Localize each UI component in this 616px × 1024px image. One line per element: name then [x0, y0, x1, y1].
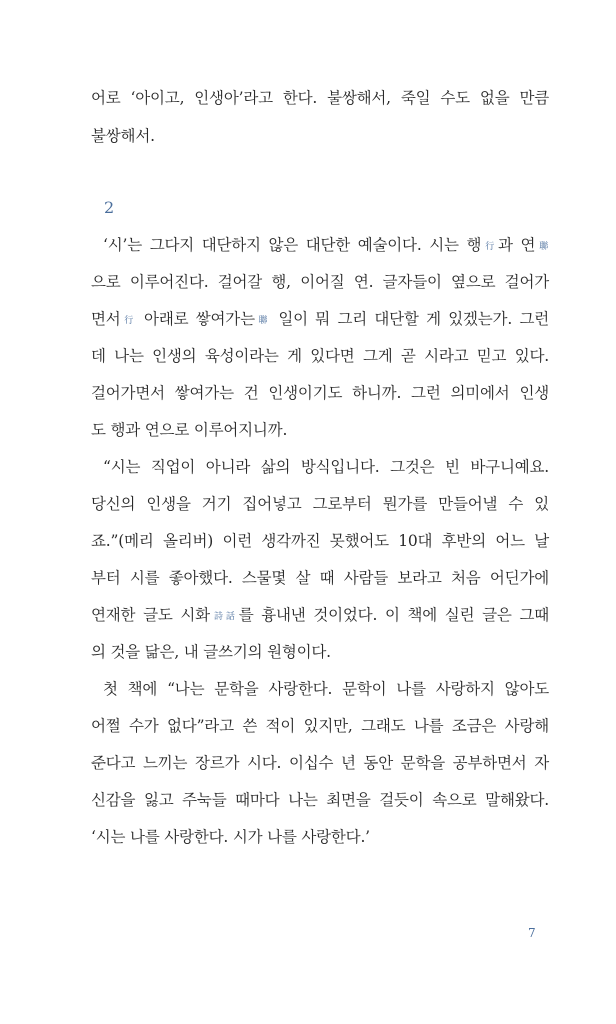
paragraph-1-line-5: 걸어가면서 쌓여가는 건 인생이기도 하니까. 그런 의미에서 인생: [91, 384, 549, 402]
hanja-haeng: 行: [482, 242, 497, 252]
paragraph-1-line-4: 데 나는 인생의 육성이라는 게 있다면 그게 곧 시라고 믿고 있다.: [91, 347, 549, 365]
hanja-sihwa: 詩話: [210, 612, 238, 622]
paragraph-3-line-1: 첫 책에 “나는 문학을 사랑한다. 문학이 나를 사랑하지 않아도: [103, 680, 549, 698]
paragraph-1-line-1: ‘시’는 그다지 대단하지 않은 대단한 예술이다. 시는 행行과 연聯: [103, 236, 548, 254]
paragraph-2-line-3: 죠.”(메리 올리버) 이런 생각까진 못했어도 10대 후반의 어느 날: [91, 532, 549, 550]
paragraph-3-line-4: 신감을 잃고 주눅들 때마다 나는 최면을 걸듯이 속으로 말해왔다.: [91, 791, 549, 809]
paragraph-2-line-5: 연재한 글도 시화詩話를 흉내낸 것이었다. 이 책에 실린 글은 그때: [91, 606, 549, 624]
intro-line-2: 불쌍해서.: [91, 127, 155, 145]
hanja-yeon: 聯: [536, 242, 548, 252]
paragraph-2-line-1: “시는 직업이 아니라 삶의 방식입니다. 그것은 빈 바구니예요.: [103, 458, 549, 476]
paragraph-3-line-2: 어쩔 수가 없다”라고 쓴 적이 있지만, 그래도 나를 조금은 사랑해: [91, 717, 549, 735]
paragraph-2-line-4: 부터 시를 좋아했다. 스물몇 살 때 사람들 보라고 처음 어딘가에: [91, 569, 549, 587]
paragraph-3-line-3: 준다고 느끼는 장르가 시다. 이십수 년 동안 문학을 공부하면서 자: [91, 754, 549, 772]
intro-line-1: 어로 ‘아이고, 인생아’라고 한다. 불쌍해서, 죽일 수도 없을 만큼: [91, 89, 549, 107]
paragraph-1-line-6: 도 행과 연으로 이루어지니까.: [91, 421, 288, 439]
paragraph-1-line-2: 으로 이루어진다. 걸어갈 행, 이어질 연. 글자들이 옆으로 걸어가: [91, 273, 549, 291]
paragraph-1-line-3: 면서行 아래로 쌓여가는聯 일이 뭐 그리 대단할 게 있겠는가. 그런: [91, 310, 549, 328]
paragraph-3-line-5: ‘시는 나를 사랑한다. 시가 나를 사랑한다.’: [91, 828, 370, 846]
page-number: 7: [528, 926, 536, 940]
section-number: 2: [104, 198, 115, 217]
paragraph-2-line-2: 당신의 인생을 거기 집어넣고 그로부터 뭔가를 만들어낼 수 있: [91, 495, 549, 513]
paragraph-2-line-6: 의 것을 닮은, 내 글쓰기의 원형이다.: [91, 643, 331, 661]
